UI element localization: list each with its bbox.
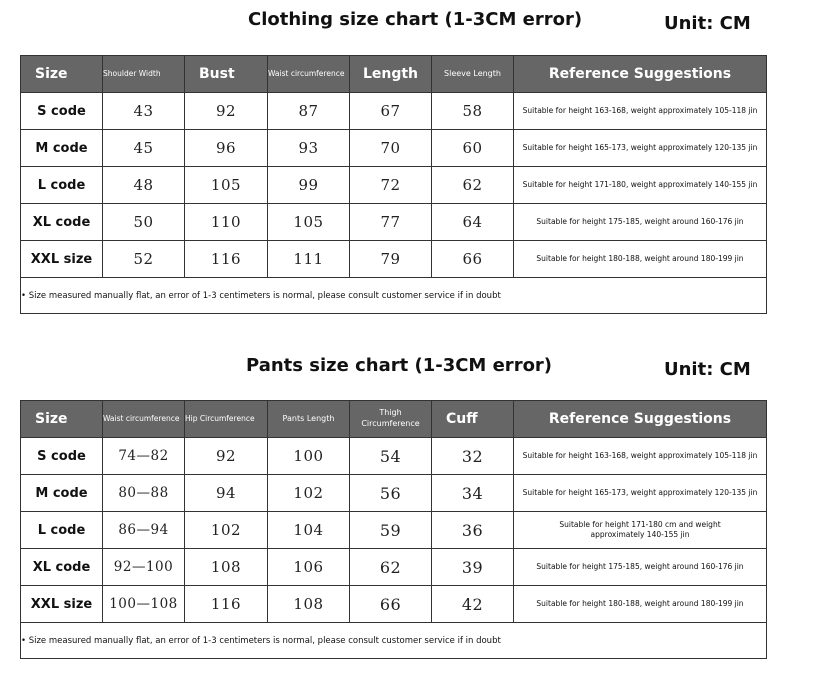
waist-cell: 99 [268,167,350,204]
waist-cell: 74—82 [103,438,185,475]
cuff-cell: 36 [432,512,514,549]
table-row [21,549,767,586]
header-waist-circumference: Waist circumference [268,56,350,93]
thigh-cell: 62 [350,549,432,586]
size-cell: L code [21,512,103,549]
header-shoulder-width: Shoulder Width [103,56,185,93]
header-hip-circumference: Hip Circumference [185,401,268,438]
reference-cell: Suitable for height 163-168, weight approximately 105-118 jin [514,93,767,130]
sleeve-cell: 62 [432,167,514,204]
header-waist-circumference: Waist circumference [103,401,185,438]
shoulder-cell: 50 [103,204,185,241]
shoulder-cell: 45 [103,130,185,167]
header-reference-suggestions: Reference Suggestions [514,401,767,438]
waist-cell: 87 [268,93,350,130]
bust-cell: 92 [185,93,268,130]
size-cell: M code [21,130,103,167]
length-cell: 79 [350,241,432,278]
reference-cell: Suitable for height 180-188, weight around 180-199 jin [514,586,767,623]
length-cell: 106 [268,549,350,586]
table-row [21,475,767,512]
size-cell: L code [21,167,103,204]
sleeve-cell: 60 [432,130,514,167]
hip-cell: 116 [185,586,268,623]
cuff-cell: 32 [432,438,514,475]
reference-cell: Suitable for height 165-173, weight approximately 120-135 jin [514,475,767,512]
cuff-cell: 34 [432,475,514,512]
thigh-cell: 56 [350,475,432,512]
table-row [21,93,767,130]
table-row [21,438,767,475]
bust-cell: 96 [185,130,268,167]
sleeve-cell: 58 [432,93,514,130]
shoulder-cell: 43 [103,93,185,130]
table-header-row [21,56,767,93]
header-cuff: Cuff [432,401,514,438]
size-cell: XL code [21,549,103,586]
header-sleeve-length: Sleeve Length [432,56,514,93]
shoulder-cell: 52 [103,241,185,278]
header-length: Length [350,56,432,93]
table-row [21,130,767,167]
header-pants-length: Pants Length [268,401,350,438]
waist-cell: 100—108 [103,586,185,623]
size-note: • Size measured manually flat, an error of 1-3 centimeters is normal, please consult customer service if in doubt [21,278,767,314]
waist-cell: 86—94 [103,512,185,549]
length-cell: 108 [268,586,350,623]
size-cell: XXL size [21,586,103,623]
reference-cell: Suitable for height 180-188, weight around 180-199 jin [514,241,767,278]
sleeve-cell: 64 [432,204,514,241]
size-cell: M code [21,475,103,512]
length-cell: 104 [268,512,350,549]
size-cell: S code [21,438,103,475]
thigh-cell: 66 [350,586,432,623]
length-cell: 100 [268,438,350,475]
pants-title: Pants size chart (1-3CM error) [246,355,553,376]
hip-cell: 102 [185,512,268,549]
table-row [21,586,767,623]
note-row [21,278,767,314]
sleeve-cell: 66 [432,241,514,278]
waist-cell: 105 [268,204,350,241]
bust-cell: 110 [185,204,268,241]
pants-unit: Unit: CM [664,359,751,380]
size-cell: XXL size [21,241,103,278]
waist-cell: 92—100 [103,549,185,586]
length-cell: 72 [350,167,432,204]
table-row [21,512,767,549]
reference-cell: Suitable for height 171-180 cm and weight approximately 140-155 jin [514,512,767,549]
hip-cell: 108 [185,549,268,586]
clothing-size-table [20,55,767,314]
waist-cell: 111 [268,241,350,278]
clothing-unit: Unit: CM [664,13,751,34]
table-row [21,204,767,241]
hip-cell: 94 [185,475,268,512]
table-row [21,241,767,278]
header-thigh-circumference: Thigh Circumference [350,401,432,438]
bust-cell: 105 [185,167,268,204]
reference-cell: Suitable for height 163-168, weight approximately 105-118 jin [514,438,767,475]
cuff-cell: 42 [432,586,514,623]
clothing-title: Clothing size chart (1-3CM error) [248,9,583,30]
length-cell: 70 [350,130,432,167]
table-row [21,167,767,204]
thigh-cell: 54 [350,438,432,475]
table-header-row [21,401,767,438]
size-cell: XL code [21,204,103,241]
reference-cell: Suitable for height 175-185, weight around 160-176 jin [514,549,767,586]
reference-cell: Suitable for height 165-173, weight approximately 120-135 jin [514,130,767,167]
size-cell: S code [21,93,103,130]
cuff-cell: 39 [432,549,514,586]
waist-cell: 80—88 [103,475,185,512]
header-bust: Bust [185,56,268,93]
hip-cell: 92 [185,438,268,475]
note-row [21,623,767,659]
waist-cell: 93 [268,130,350,167]
header-size: Size [21,401,103,438]
size-note: • Size measured manually flat, an error of 1-3 centimeters is normal, please consult customer service if in doubt [21,623,767,659]
reference-cell: Suitable for height 171-180, weight approximately 140-155 jin [514,167,767,204]
thigh-cell: 59 [350,512,432,549]
length-cell: 102 [268,475,350,512]
shoulder-cell: 48 [103,167,185,204]
header-size: Size [21,56,103,93]
length-cell: 67 [350,93,432,130]
pants-size-table [20,400,767,659]
length-cell: 77 [350,204,432,241]
bust-cell: 116 [185,241,268,278]
reference-cell: Suitable for height 175-185, weight around 160-176 jin [514,204,767,241]
header-reference-suggestions: Reference Suggestions [514,56,767,93]
